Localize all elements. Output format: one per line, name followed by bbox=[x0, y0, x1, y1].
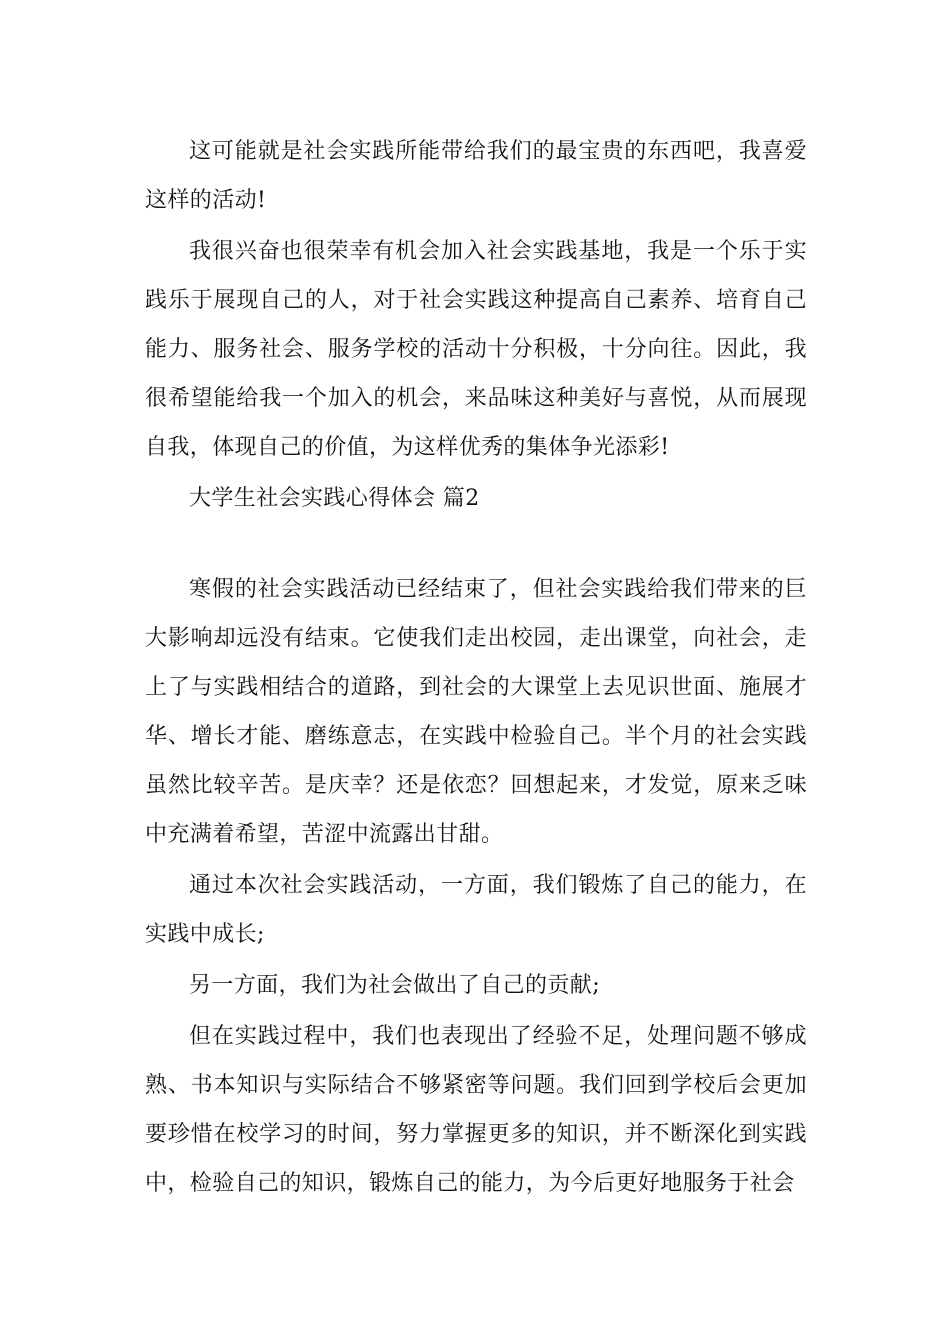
paragraph: 但在实践过程中，我们也表现出了经验不足，处理问题不够成熟、书本知识与实际结合不够紧密等问题。我们回到学校后会更加要珍惜在校学习的时间，努力掌握更多的知识，并不断深化到实践中，检验自己的知识，锻炼自己的能力，为今后更好地服务于社会 bbox=[145, 1024, 807, 1196]
paragraph: 我很兴奋也很荣幸有机会加入社会实践基地，我是一个乐于实践乐于展现自己的人，对于社会实践这种提高自己素养、培育自己能力、服务社会、服务学校的活动十分积极，十分向往。因此，我很希望能给我一个加入的机会，来品味这种美好与喜悦，从而展现自我，体现自己的价值，为这样优秀的集体争光添彩! bbox=[145, 239, 807, 460]
paragraph: 通过本次社会实践活动，一方面，我们锻炼了自己的能力，在实践中成长; bbox=[145, 873, 807, 947]
paragraph: 另一方面，我们为社会做出了自己的贡献; bbox=[189, 973, 601, 998]
section-heading: 大学生社会实践心得体会 篇2 bbox=[189, 486, 480, 511]
paragraph: 寒假的社会实践活动已经结束了，但社会实践给我们带来的巨大影响却远没有结束。它使我们走出校园，走出课堂，向社会，走上了与实践相结合的道路，到社会的大课堂上去见识世面、施展才华、增长才能、磨练意志，在实践中检验自己。半个月的社会实践虽然比较辛苦。是庆幸？还是依恋？回想起来，才发觉，原来乏味中充满着希望，苦涩中流露出甘甜。 bbox=[145, 577, 807, 847]
paragraph: 这可能就是社会实践所能带给我们的最宝贵的东西吧，我喜爱这样的活动! bbox=[145, 139, 807, 213]
section-spacer bbox=[145, 525, 807, 565]
document-body bbox=[145, 127, 807, 1210]
